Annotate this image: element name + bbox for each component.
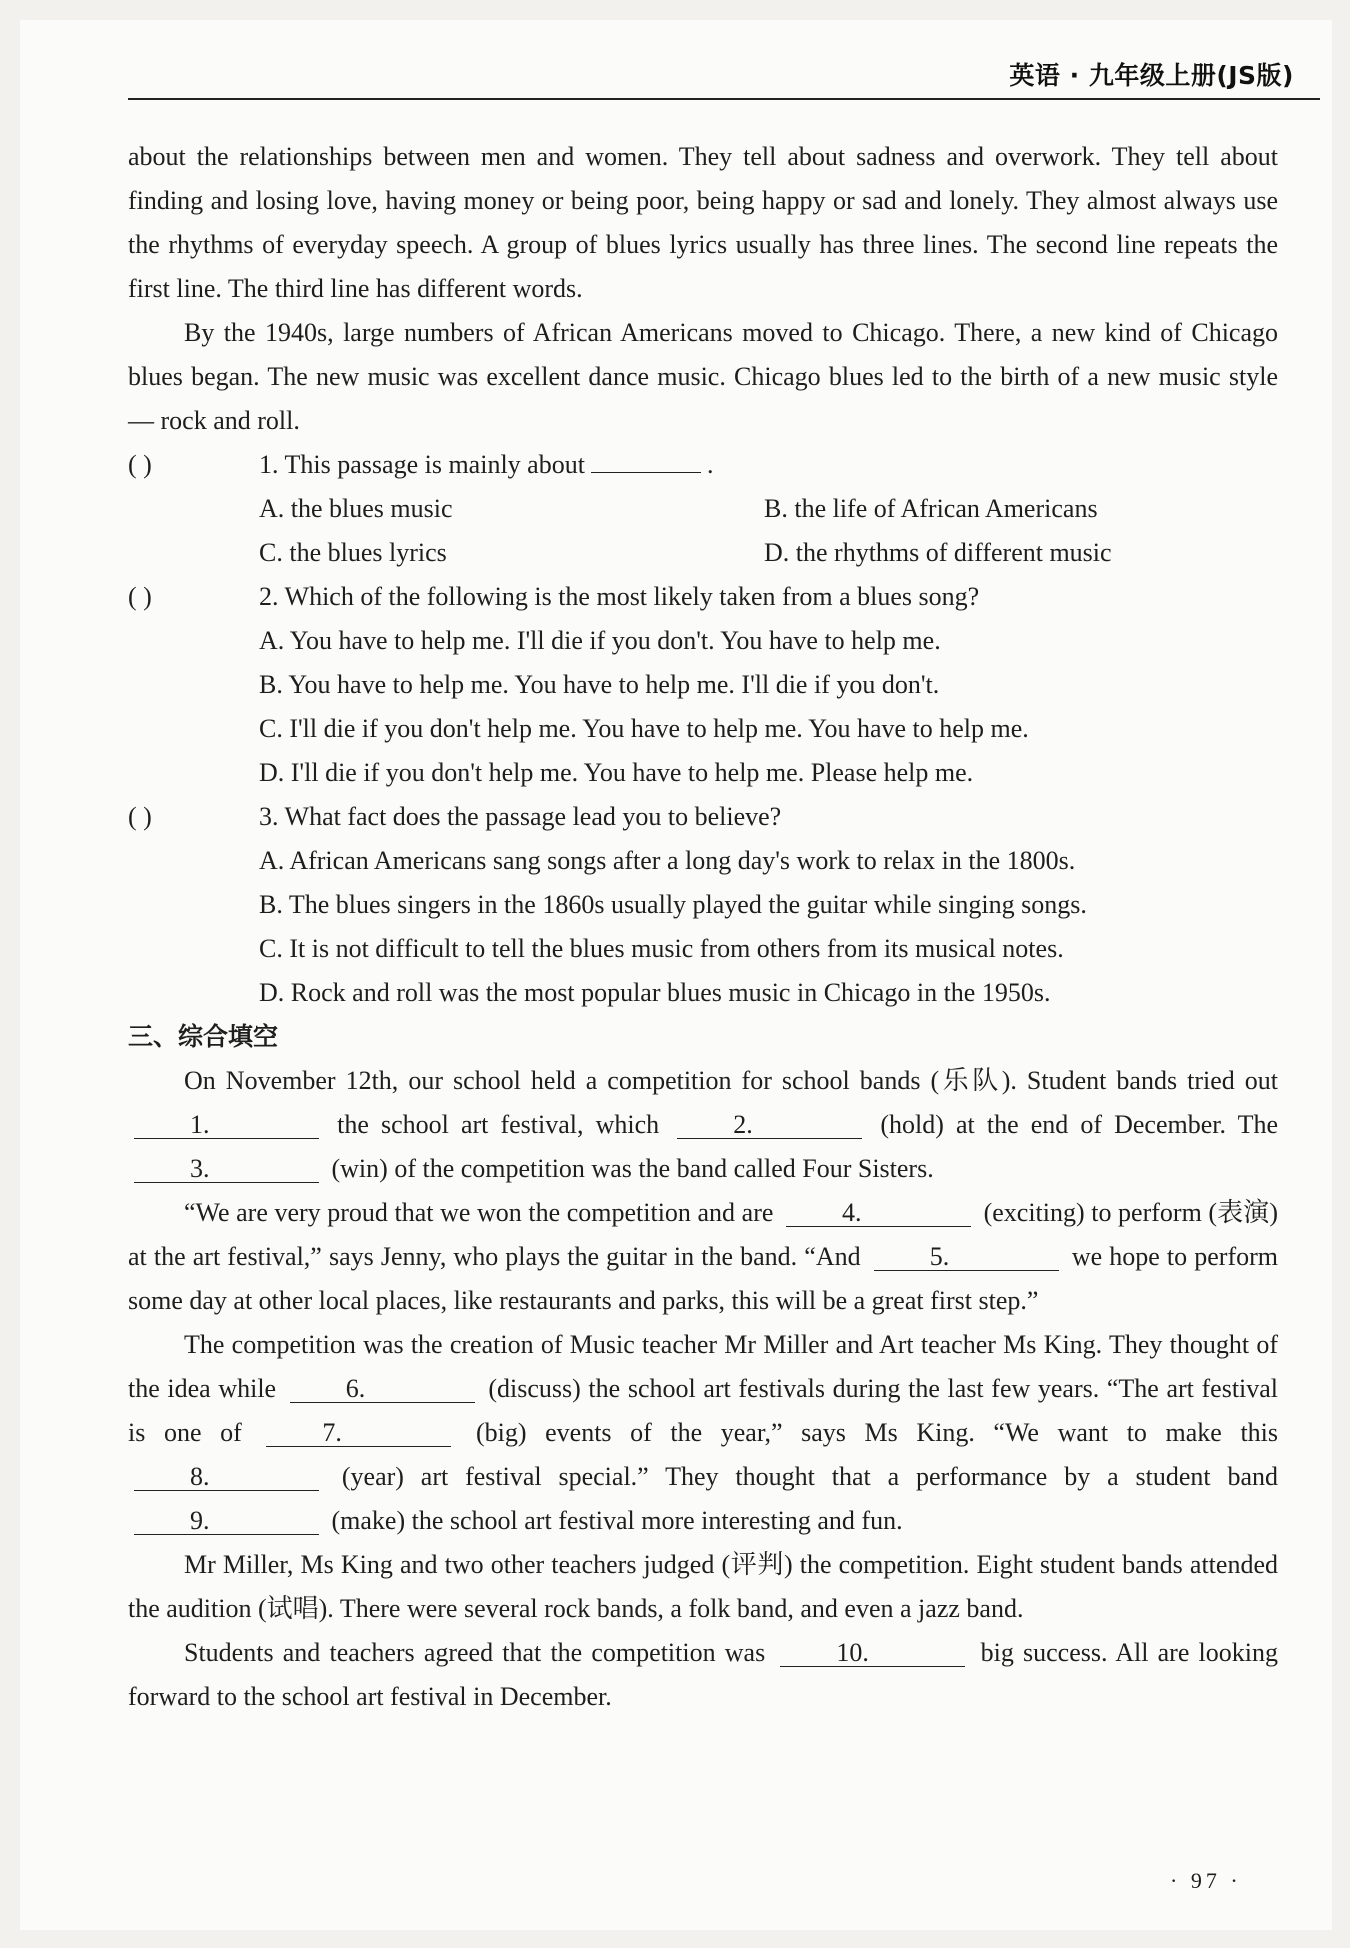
question-1-stem: 1. This passage is mainly about (259, 450, 585, 479)
cloze-text: On November 12th, our school held a competition for school bands (乐队). Student bands tried out (184, 1066, 1278, 1095)
passage-paragraph-1: about the relationships between men and women. They tell about sadness and overwork. They tell about finding and losing love, having money or being poor, being happy or sad and lonely. They almost always use the rhythms of everyday speech. A group of blues lyrics usually has three lines. The second line repeats the first line. The third line has different words. (128, 142, 1278, 303)
question-3-option-b: B. The blues singers in the 1860s usually played the guitar while singing songs. (259, 890, 1087, 919)
question-3-option-c: C. It is not difficult to tell the blues music from others from its musical notes. (259, 934, 1064, 963)
cloze-paragraph-2 (128, 1191, 1278, 1323)
page-sheet (20, 20, 1332, 1930)
answer-bracket-3[interactable]: ( ) (128, 802, 152, 831)
cloze-blank-3[interactable]: 3. (134, 1156, 319, 1183)
cloze-blank-6[interactable]: 6. (290, 1376, 475, 1403)
question-3 (128, 795, 1278, 839)
question-1-option-b: B. the life of African Americans (764, 494, 1098, 523)
question-3-option-d: D. Rock and roll was the most popular blues music in Chicago in the 1950s. (259, 978, 1051, 1007)
cloze-paragraph-4: Mr Miller, Ms King and two other teachers judged (评判) the competition. Eight student bands attended the audition (试唱). There were several rock bands, a folk band, and even a jazz band. (128, 1550, 1278, 1623)
answer-bracket-1[interactable]: ( ) (128, 450, 152, 479)
cloze-blank-8[interactable]: 8. (134, 1464, 319, 1491)
cloze-text: The competition was the creation of Music teacher Mr Miller and Art teacher Ms King. They thought of the idea while (128, 1330, 1278, 1403)
question-1-option-d: D. the rhythms of different music (764, 538, 1112, 567)
section-title: 三、综合填空 (128, 1022, 279, 1051)
question-3-stem: 3. What fact does the passage lead you to believe? (259, 802, 782, 831)
question-2 (128, 575, 1278, 619)
passage-paragraph-2: By the 1940s, large numbers of African Americans moved to Chicago. There, a new kind of Chicago blues began. The new music was excellent dance music. Chicago blues led to the birth of a new music style — rock and roll. (128, 318, 1278, 435)
question-1-stem-end: . (706, 450, 714, 479)
question-1-blank[interactable] (591, 472, 701, 473)
cloze-blank-4[interactable]: 4. (786, 1200, 971, 1227)
cloze-text: the school art festival, which (337, 1110, 660, 1139)
cloze-blank-7[interactable]: 7. (266, 1420, 451, 1447)
cloze-paragraph-1 (128, 1059, 1278, 1191)
cloze-blank-5[interactable]: 5. (874, 1244, 1059, 1271)
question-1-options (128, 487, 1278, 575)
cloze-blank-10[interactable]: 10. (780, 1640, 965, 1667)
header-divider (128, 98, 1320, 100)
header-title: 英语 · 九年级上册(JS版) (1009, 61, 1294, 90)
question-1-option-a: A. the blues music (259, 494, 453, 523)
cloze-text: Students and teachers agreed that the competition was (184, 1638, 766, 1667)
question-2-stem: 2. Which of the following is the most likely taken from a blues song? (259, 582, 980, 611)
cloze-blank-1[interactable]: 1. (134, 1112, 319, 1139)
question-3-option-a: A. African Americans sang songs after a long day's work to relax in the 1800s. (259, 846, 1076, 875)
question-1 (128, 443, 1278, 487)
cloze-text: big success. All are looking forward to the school art festival in December. (128, 1638, 1278, 1711)
answer-bracket-2[interactable]: ( ) (128, 582, 152, 611)
question-2-option-b: B. You have to help me. You have to help me. I'll die if you don't. (259, 670, 940, 699)
cloze-text: “We are very proud that we won the competition and are (184, 1198, 774, 1227)
cloze-paragraph-3 (128, 1323, 1278, 1543)
cloze-text: (discuss) the school art festivals during the last few years. “The art festival is one of (128, 1374, 1279, 1447)
cloze-blank-2[interactable]: 2. (677, 1112, 862, 1139)
cloze-text: (hold) at the end of December. The (880, 1110, 1279, 1139)
question-1-option-c: C. the blues lyrics (259, 538, 447, 567)
question-2-option-c: C. I'll die if you don't help me. You have to help me. You have to help me. (259, 714, 1029, 743)
page-number: · 97 · (1170, 1868, 1242, 1893)
cloze-text: (big) events of the year,” says Ms King. “We want to make this (475, 1418, 1279, 1447)
question-2-option-a: A. You have to help me. I'll die if you don't. You have to help me. (259, 626, 941, 655)
question-2-option-d: D. I'll die if you don't help me. You have to help me. Please help me. (259, 758, 974, 787)
cloze-blank-9[interactable]: 9. (134, 1508, 319, 1535)
cloze-text: (year) art festival special.” They thought that a performance by a student band (341, 1462, 1279, 1491)
cloze-text: (win) of the competition was the band called Four Sisters. (331, 1154, 934, 1183)
cloze-text: we hope to perform some day at other local places, like restaurants and parks, this will be a great first step.” (128, 1242, 1279, 1315)
cloze-text: (make) the school art festival more interesting and fun. (331, 1506, 903, 1535)
cloze-text: (exciting) to perform (表演) at the art festival,” says Jenny, who plays the guitar in the band. “And (128, 1198, 1278, 1271)
cloze-paragraph-5 (128, 1631, 1278, 1719)
page-content (128, 135, 1278, 1719)
